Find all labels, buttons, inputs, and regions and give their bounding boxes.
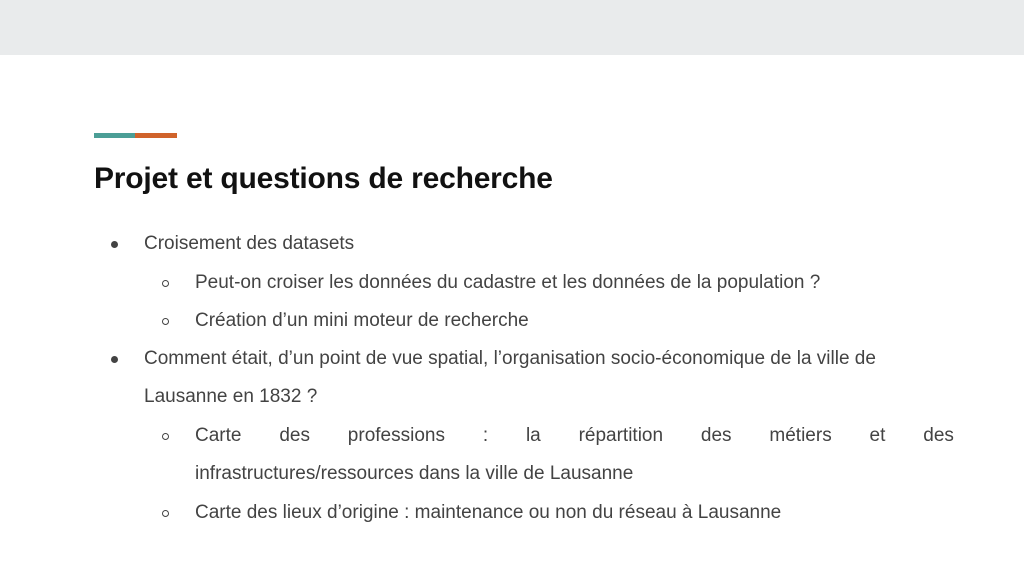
word: et: [869, 425, 886, 446]
list-item: Croisement des datasets: [144, 233, 355, 254]
word: professions: [347, 425, 445, 446]
bullet-circle-icon: [162, 510, 169, 517]
list-item-line: Lausanne en 1832 ?: [144, 386, 318, 407]
bullet-circle-icon: [162, 433, 169, 440]
sub-list-item-justified-line: [195, 424, 954, 448]
sub-list-item: Carte des lieux d’origine : maintenance ou non du réseau à Lausanne: [195, 502, 782, 523]
bullet-circle-icon: [162, 280, 169, 287]
bullet-disc-icon: [111, 241, 118, 248]
sub-list-item: Création d’un mini moteur de recherche: [195, 310, 529, 331]
sub-list-item: Peut-on croiser les données du cadastre et les données de la population ?: [195, 272, 821, 293]
word: répartition: [578, 425, 664, 446]
slide-title: Projet et questions de recherche: [94, 162, 553, 195]
word: Carte: [195, 425, 242, 446]
word: :: [482, 425, 489, 446]
word: la: [525, 425, 541, 446]
list-item-line: Comment était, d’un point de vue spatial, l’organisation socio-économique de la ville de: [144, 348, 876, 369]
word: métiers: [769, 425, 832, 446]
bullet-circle-icon: [162, 318, 169, 325]
word: des: [923, 425, 954, 446]
sub-list-item-line: infrastructures/ressources dans la ville de Lausanne: [195, 463, 634, 484]
word: des: [279, 425, 310, 446]
bullet-disc-icon: [111, 356, 118, 363]
word: des: [700, 425, 732, 446]
